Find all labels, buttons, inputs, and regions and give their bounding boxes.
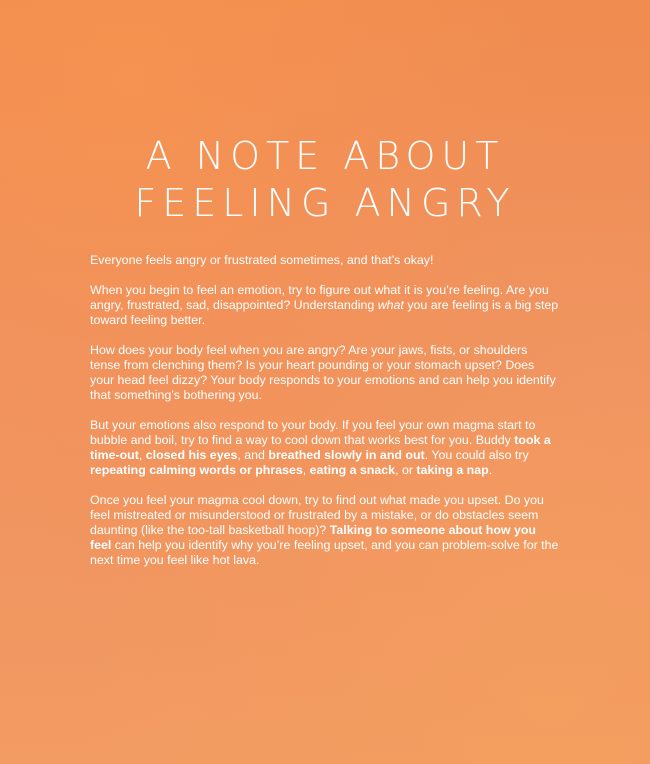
paragraph-4-text: , and: [237, 448, 269, 462]
paragraph-4-bold: breathed slowly in and out: [268, 448, 425, 462]
paragraph-4-bold: closed his eyes: [145, 448, 238, 462]
paragraph-4: [90, 418, 560, 478]
paragraph-5-bold: Talking to someone about how you feel: [90, 523, 537, 552]
paragraph-4-text: ,: [138, 448, 146, 462]
paragraph-4-bold: eating a snack: [309, 463, 396, 477]
title-line-1: A NOTE ABOUT: [145, 134, 505, 178]
paragraph-4-bold: taking a nap: [416, 463, 489, 477]
paragraph-5-text: can help you identify why you’re feeling upset, and you can problem-solve for the next time you feel like hot lava.: [90, 538, 559, 567]
paragraph-4-text: . You could also try: [424, 448, 529, 462]
paragraph-4-bold: repeating calming words or phrases: [90, 463, 303, 477]
paragraph-2-text: you are feeling is a big step toward feeling better.: [90, 298, 559, 327]
page-title: [0, 133, 650, 227]
paragraph-4-text: But your emotions also respond to your body. If you feel your own magma start to bubble and boil, try to find a way to cool down that works best for you. Buddy: [90, 418, 536, 447]
paragraph-5-text: Once you feel your magma cool down, try to find out what made you upset. Do you feel mistreated or misunderstood or frustrated by a mistake, or do obstacles seem daunting (like the too-tall basketball hoop)?: [90, 493, 544, 537]
paragraph-4-bold: took a time-out: [90, 433, 551, 462]
paragraph-2-text: When you begin to feel an emotion, try to figure out what it is you’re feeling. Are you angry, frustrated, sad, disappointed? Understanding: [90, 283, 549, 312]
paragraph-1: Everyone feels angry or frustrated sometimes, and that’s okay!: [90, 253, 434, 267]
paragraph-4-text: ,: [302, 463, 310, 477]
page-body: [90, 253, 560, 583]
paragraph-3: How does your body feel when you are angry? Are your jaws, fists, or shoulders tense from clenching them? Is your heart pounding or your stomach upset? Does your head feel dizzy? Your body responds to your emotions and can help you identify that something’s bothering you.: [90, 343, 556, 402]
paragraph-4-text: .: [488, 463, 493, 477]
paragraph-2-emphasis: what: [377, 298, 404, 312]
paragraph-2: [90, 283, 560, 328]
title-line-2: FEELING ANGRY: [134, 181, 516, 225]
paragraph-5: [90, 493, 560, 568]
paragraph-4-text: , or: [395, 463, 417, 477]
